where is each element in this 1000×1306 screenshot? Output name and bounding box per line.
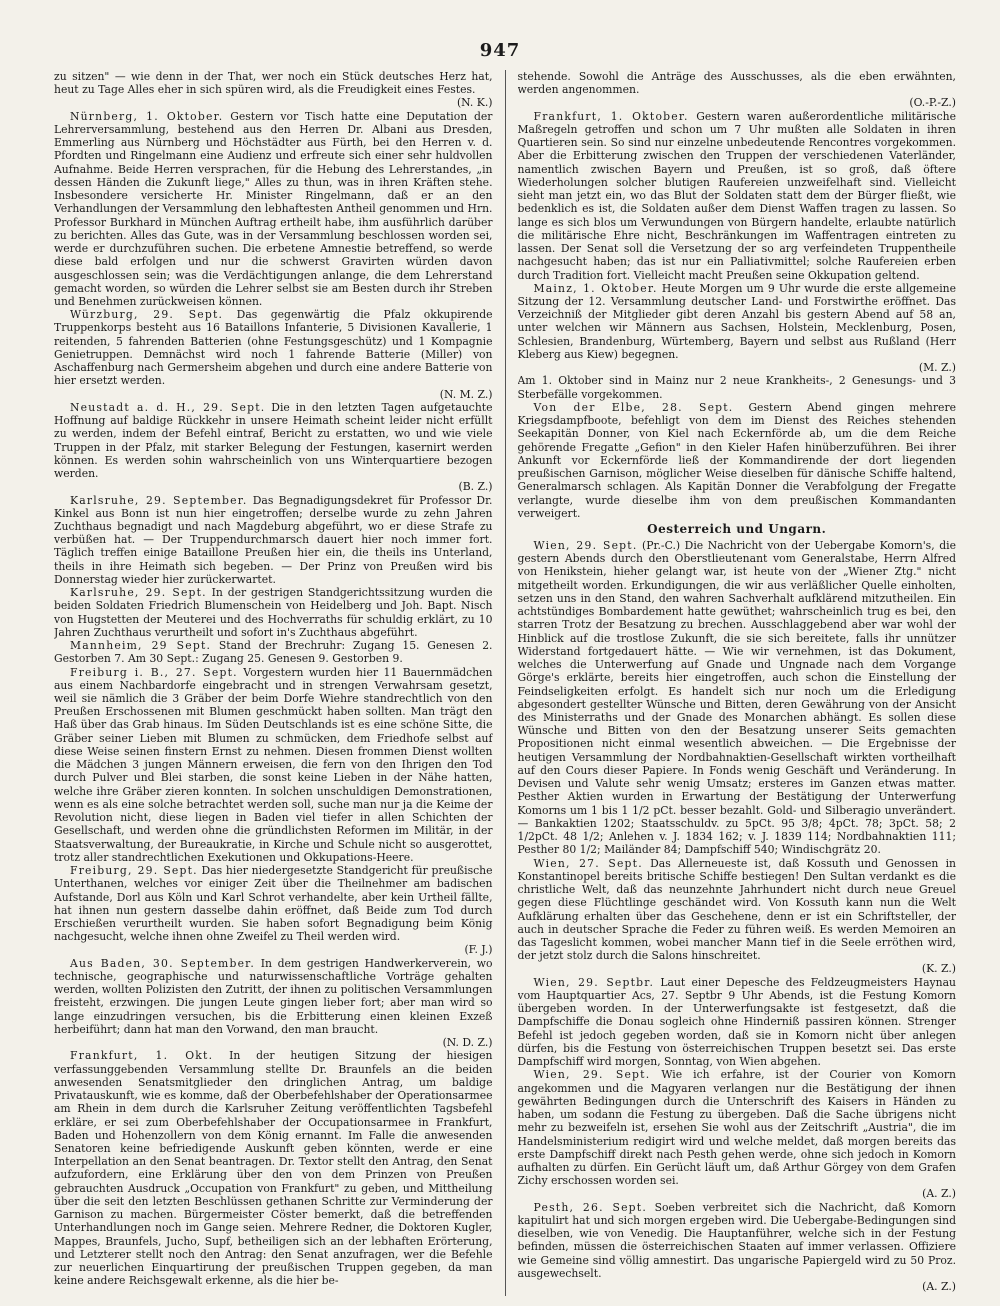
article-dateline: Freiburg, 29. Sept. <box>70 864 198 878</box>
article-text: Gestern Abend gingen mehrere Kriegsdampfboote, befehligt von dem im Dienst des Reiches stehenden Seekapitän Donner, von Kiel nach Eckernförde ab, um die dem Reiche gehörende Fregatte „Gefion" in den Kieler Hafen hinüberzuführen. Bei ihrer Ankunft vor Eckernförde ließ der Kommandirende der dort liegenden preußischen Garnison, möglicher Weise dieselben für dänische Schiffe haltend, Generalmarsch schlagen. Als Kapitän Donner die Verabfolgung der Fregatte verlangte, wurde dieselbe ihm von dem preußischen Kommandanten verweigert. <box>517 400 956 520</box>
article-dateline: Pesth, 26. Sept. <box>533 1200 647 1214</box>
article <box>54 1049 493 1287</box>
article-text: Soeben verbreitet sich die Nachricht, daß Komorn kapitulirt hat und sich morgen ergeben wird. Die Uebergabe-Bedingungen sind dieselben, wie von Venedig. Die Hauptanführer, welche sich in der Festung befinden, müssen die österreichischen Staaten auf immer verlassen. Offiziere wie Gemeine sind völlig amnestirt. Das ungarische Papiergeld wird zu 50 Proz. ausgewechselt. <box>517 1200 956 1280</box>
article-text: (Pr.-C.) Die Nachricht von der Uebergabe Komorn's, die gestern Abends durch den Oberstlieutenant vom Generalstabe, Herrn Alfred von Henikstein, hieher gelangt war, ist heute von der „Wiener Ztg." nicht mitgetheilt worden. Erkundigungen, die wir aus verläßlicher Quelle einholten, setzen uns in den Stand, den wahren Sachverhalt aufklärend mitzutheilen. Ein achtstündiges Bombardement hatte gewüthet; wahrscheinlich trug es bei, den starren Trotz der Besatzung zu brechen. Ausschlaggebend aber war wohl der Hinblick auf die trostlose Zukunft, die sie sich bereitete, falls ihr unnützer Widerstand fortgedauert hätte. — Wie wir vernehmen, ist das Dokument, welches die Unterwerfung auf Gnade und Ungnade nach dem Vorgange Görge's erklärte, bereits hier eingetroffen, auch schon die Einstellung der Feindseligkeiten erfolgt. Es handelt sich nur noch um die Erledigung abgesondert gestellter Wünsche und Bitten, deren Gewährung von der Ansicht des Ministerraths und der Gnade des Monarchen abhängt. Es sollen diese Wünsche und Bitten von den der Besatzung unserer Seits gemachten Propositionen nicht einmal wesentlich abweichen. — Die Ergebnisse der heutigen Versammlung der Nordbahnaktien-Gesellschaft wirkten vortheilhaft auf den Cours dieser Papiere. In Fonds wenig Geschäft und Veränderung. In Devisen und Valute sehr wenig Umsatz; ersteres im Ganzen etwas matter. Pesther Aktien wurden in Erwartung der Bestätigung der Unterwerfung Komorns um 1 bis 1 1/2 pCt. besser bezahlt. Gold- und Silberagio unverändert. — Bankaktien 1202; Staatsschuldv. zu 5pCt. 95 3/8; 4pCt. 78; 3pCt. 58; 2 1/2pCt. 48 1/2; Anlehen v. J. 1834 162; v. J. 1839 114; Nordbahnaktien 111; Pesther 80 1/2; Mailänder 84; Dampfschiff 540; Windischgrätz 20. <box>517 538 956 857</box>
section-heading: Oesterreich und Ungarn. <box>647 521 827 536</box>
article-source: (O.-P.-Z.) <box>909 96 956 110</box>
article-source: (M. Z.) <box>918 361 956 375</box>
article-dateline: Aus Baden, 30. September. <box>70 956 255 970</box>
article-dateline: Nürnberg, 1. Oktober. <box>70 109 224 123</box>
article-source: (N. K.) <box>456 96 493 110</box>
article-text: stehende. Sowohl die Anträge des Ausschusses, als die eben erwähnten, werden angenommen. <box>517 70 956 97</box>
article <box>518 401 957 520</box>
article-dateline: Frankfurt, 1. Okt. <box>70 1049 214 1063</box>
article <box>518 976 957 1069</box>
article-dateline: Karlsruhe, 29. Sept. <box>70 586 207 600</box>
article <box>54 957 493 1050</box>
article <box>518 110 957 282</box>
article-dateline: Wien, 29. Septbr. <box>533 975 655 989</box>
article-text: Wie ich erfahre, ist der Courier von Komorn angekommen und die Magyaren verlangen nur die Bestätigung der ihnen gewährten Bedingungen durch die Unterschrift des Kaisers in Händen zu haben, um sodann die Festung zu übergeben. Daß die Sache übrigens nicht mehr zu bezweifeln ist, ersehen Sie wohl aus der Zeitschrift „Austria", die im Handelsministerium redigirt wird und welche meldet, daß morgen bereits das erste Dampfschiff direkt nach Pesth gehen werde, ohne sich jedoch in Komorn aufhalten zu dürfen. Ein Gerücht läuft um, daß Arthur Görgey von dem Grafen Zichy erschossen worden sei. <box>517 1068 956 1188</box>
article-dateline: Wien, 29. Sept. <box>533 1068 651 1082</box>
article-text: Gestern vor Tisch hatte eine Deputation der Lehrerversammlung, bestehend aus den Herren Dr. Albani aus Dresden, Emmerling aus Nürnberg und Höchstädter aus Fürth, bei den Herren v. d. Pfordten und Ringelmann eine Audienz und erfreute sich einer sehr huldvollen Aufnahme. Beide Herren versprachen, für die Hebung des Lehrerstandes, „in dessen Händen die Zukunft liege," Alles zu thun, was in ihren Kräften stehe. Insbesondere versicherte Hr. Minister Ringelmann, daß er an den Verhandlungen der Versammlung den lebhaftesten Antheil genommen und Hrn. Professor Burkhard in München Auftrag ertheilt habe, ihm ausführlich darüber zu berichten. Alles das Gute, was in der Versammlung beschlossen worden sei, werde er durchzuführen suchen. Die erbetene Amnestie betreffend, so werde diese bald erfolgen und nur die schwerst Gravirten würden davon ausgeschlossen sein; was die Verdächtigungen anlange, die dem Lehrerstand gemacht worden, so würden die Lehrer selbst sie am Besten durch ihr Streben und Benehmen zurückweisen können. <box>54 109 493 308</box>
article-text: Das gegenwärtig die Pfalz okkupirende Truppenkorps besteht aus 16 Bataillons Infanterie, 5 Divisionen Kavallerie, 1 reitenden, 5 fahrenden Batterien (ohne Festungsgeschütz) und 1 Kompagnie Genietruppen. Demnächst wird noch 1 fahrende Batterie (Miller) von Aschaffenburg nach Germersheim abgehen und durch eine andere Batterie von hier ersetzt werden. <box>54 308 493 388</box>
article-source: (A. Z.) <box>922 1280 956 1294</box>
article <box>54 110 493 309</box>
article <box>518 374 957 400</box>
article-text: zu sitzen" — wie denn in der That, wer noch ein Stück deutsches Herz hat, heut zu Tage Alles eher in sich spüren wird, als die Freudigkeit eines Festes. <box>54 70 493 97</box>
article <box>54 864 493 957</box>
article-source: (K. Z.) <box>921 962 956 976</box>
article-text: Gestern waren außerordentliche militärische Maßregeln getroffen und schon um 7 Uhr mußten alle Soldaten in ihren Quartieren sein. So sind nur einzelne unbedeutende Rencontres vorgekommen. Aber die Erbitterung zwischen den Truppen der verschiedenen Vaterländer, namentlich zwischen Bayern und Preußen, ist so groß, daß öftere Wiederholungen solcher blutigen Raufereien unzweifelhaft sind. Vielleicht sieht man jetzt ein, wo das Blut der Soldaten statt dem der Bürger fließt, wie bedenklich es ist, die Soldaten außer dem Dienst Waffen tragen zu lassen. So lange es sich blos um Verwundungen von Bürgern handelte, erlaubte natürlich die militärische Ehre nicht, Beschränkungen im Waffentragen eintreten zu lassen. Der Senat soll die Versetzung der so arg verfeindeten Truppentheile nachgesucht haben; das ist nur ein Palliativmittel; solche Raufereien erben durch Tradition fort. Vielleicht macht Preußen seine Okkupation geltend. <box>517 109 956 282</box>
article-source: (N. D. Z.) <box>442 1036 493 1050</box>
article-dateline: Freiburg i. B., 27. Sept. <box>70 665 238 679</box>
article-text: In dem gestrigen Handwerkerverein, wo technische, geographische und naturwissenschaftliche Vorträge gehalten werden, wollten Polizisten den Zutritt, der ihnen zu politischen Versammlungen freisteht, erzwingen. Die jungen Leute gingen lieber fort; aber man wird so lange einzudringen versuchen, bis die Erbitterung einen kleinen Exzeß herbeiführt; dann hat man den Vorwand, den man braucht. <box>54 956 493 1036</box>
article-dateline: Mainz, 1. Oktober. <box>533 281 658 295</box>
page-number: 947 <box>479 40 521 61</box>
article-text: In der heutigen Sitzung der hiesigen verfassunggebenden Versammlung stellte Dr. Braunfels an die beiden anwesenden Senatsmitglieder den dringlichen Antrag, um baldige Privatauskunft, wie es komme, daß der Oberbefehlshaber der Operationsarmee am Rhein in dem durch die Karlsruher Zeitung veröffentlichten Tagsbefehl erkläre, er sei zum Oberbefehlshaber der Occupationsarmee in Frankfurt, Baden und Hohenzollern von dem König ernannt. Im Falle die anwesenden Senatoren keine befriedigende Auskunft geben könnten, werde er eine Interpellation an den Senat beantragen. Dr. Textor stellt den Antrag, den Senat aufzufordern, eine Erklärung über den von dem Prinzen von Preußen gebrauchten Ausdruck „Occupation von Frankfurt" zu geben, und Mittheilung über die seit den letzten Beschlüssen gethanen Schritte zur Verminderung der Garnison zu machen. Bürgermeister Cöster bemerkt, daß die betreffenden Unterhandlungen noch im Gange seien. Mehrere Redner, die Doktoren Kugler, Mappes, Braunfels, Jucho, Supf, betheiligen sich an der lebhaften Erörterung, und Letzterer stellt noch den Antrag: den Senat anzufragen, wer die Befehle zur neuerlichen Einquartirung der preußischen Truppen gegeben, da man keine andere Reichsgewalt erkenne, als die hier be- <box>54 1049 493 1288</box>
article-dateline: Würzburg, 29. Sept. <box>70 308 224 322</box>
article <box>518 1068 957 1200</box>
article <box>54 666 493 865</box>
article-dateline: Karlsruhe, 29. September. <box>70 493 248 507</box>
article <box>54 70 493 110</box>
article-text: Das Begnadigungsdekret für Professor Dr. Kinkel aus Bonn ist nun hier eingetroffen; derselbe wurde zu zehn Jahren Zuchthaus begnadigt und nach Magdeburg abgeführt, wo er diese Strafe zu verbüßen hat. — Der Truppendurchmarsch dauert hier noch immer fort. Täglich treffen einige Bataillone Preußen hier ein, die theils ins Unterland, theils in ihre Heimath sich begeben. — Der Prinz von Preußen wird bis Donnerstag wieder hier zurückerwartet. <box>54 493 493 586</box>
article-text: Heute Morgen um 9 Uhr wurde die erste allgemeine Sitzung der 12. Versammlung deutscher Land- und Forstwirthe eröffnet. Das Verzeichniß der Mitglieder gibt deren Anzahl bis gestern Abend auf 58 an, unter welchen wir Männern aus Sachsen, Holstein, Mecklenburg, Posen, Schlesien, Brandenburg, Würtemberg, Bayern und selbst aus Rußland (Herr Kleberg aus Kiew) begegnen. <box>517 281 956 361</box>
article-text: Am 1. Oktober sind in Mainz nur 2 neue Krankheits-, 2 Genesungs- und 3 Sterbefälle vorgekommen. <box>517 374 956 401</box>
article <box>518 70 957 110</box>
article-source: (A. Z.) <box>922 1187 956 1201</box>
article <box>518 1201 957 1294</box>
article <box>518 282 957 375</box>
article-dateline: Neustadt a. d. H., 29. Sept. <box>70 400 266 414</box>
article-text: Stand der Brechruhr: Zugang 15. Genesen 2. Gestorben 7. Am 30 Sept.: Zugang 25. Genesen 9. Gestorben 9. <box>54 639 493 666</box>
article-dateline: Von der Elbe, 28. Sept. <box>533 400 734 414</box>
article-source: (B. Z.) <box>458 480 493 494</box>
right-column <box>518 70 957 1296</box>
article <box>54 308 493 401</box>
article-text: Das hier niedergesetzte Standgericht für preußische Unterthanen, welches vor einiger Zeit über die Theilnehmer am badischen Aufstande, Dorl aus Köln und Karl Schrot verhandelte, aber kein Urtheil fällte, hat ihnen nun gestern dasselbe dahin eröffnet, daß Beide zum Tod durch Erschießen verurtheilt wurden. Sie haben sofort Begnadigung beim König nachgesucht, welche ihnen ohne Zweifel zu Theil werden wird. <box>54 864 493 944</box>
article-source: (N. M. Z.) <box>439 387 493 401</box>
article-dateline: Mannheim, 29 Sept. <box>70 639 212 653</box>
article <box>54 401 493 494</box>
article-text: Laut einer Depesche des Feldzeugmeisters Haynau vom Hauptquartier Acs, 27. Septbr 9 Uhr Abends, ist die Festung Komorn übergeben worden. In der Unterwerfungsakte ist festgesetzt, daß die Dampfschiffe die Donau sogleich ohne Hinderniß passiren können. Strenger Befehl ist jedoch gegeben worden, daß sie in Komorn nicht über anlegen dürfen, bis die Festung von österreichischen Truppen besetzt sei. Das erste Dampfschiff wird morgen, Sonntag, von Wien abgehen. <box>517 975 956 1069</box>
article-text: In der gestrigen Standgerichtssitzung wurden die beiden Soldaten Friedrich Blumenschein von Heidelberg und Joh. Bapt. Nisch von Hugstetten der Meuterei und des Hochverraths für schuldig erklärt, zu 10 Jahren Zuchthaus verurtheilt und sofort in's Zuchthaus abgeführt. <box>54 586 493 639</box>
article <box>518 857 957 976</box>
column-divider <box>505 70 506 1296</box>
article-source: (F. J.) <box>464 943 493 957</box>
article-text: Das Allerneueste ist, daß Kossuth und Genossen in Konstantinopel bereits britische Schiffe bestiegen! Den Sultan verdankt es die christliche Welt, daß das neunzehnte Jahrhundert nicht durch neue Greuel gegen diese Flüchtlinge geschändet wird. Von Kossuth kann nun die Welt Aufklärung erhalten über das Geschehene, denn er ist ein Schriftsteller, der auch in deutscher Sprache die Feder zu führen weiß. Es werden Memoiren an das Tageslicht kommen, wobei mancher Mann tief in die Seele erröthen wird, der jetzt stolz durch die Salons hinschreitet. <box>517 856 956 963</box>
left-column <box>54 70 493 1296</box>
article-text: Die in den letzten Tagen aufgetauchte Hoffnung auf baldige Rückkehr in unsere Heimath scheint leider nicht erfüllt zu werden, indem der Befehl eintraf, Bericht zu erstatten, wo und wie viele Truppen in der Pfalz, mit starker Belegung der Festungen, kasernirt werden können. Es werden sohin wahrscheinlich von uns Winterquartiere bezogen werden. <box>54 400 493 481</box>
columns <box>54 70 956 1296</box>
article-dateline: Frankfurt, 1. Oktober. <box>533 109 689 123</box>
article-dateline: Wien, 27. Sept. <box>533 856 643 870</box>
article <box>54 586 493 639</box>
article <box>518 539 957 857</box>
article-text: Vorgestern wurden hier 11 Bauernmädchen aus einem Nachbardorfe eingebracht und in strengen Verwahrsam gesetzt, weil sie nämlich die 3 Gräber der beim Dorfe Wiehre standrechtlich von den Preußen Erschossenen mit Blumen geschmückt haben sollten. Man trägt den Haß über das Grab hinaus. Im Süden Deutschlands ist es eine schöne Sitte, die Gräber seiner Lieben mit Blumen zu schmücken, dem Friedhofe selbst auf diese Weise seinen finstern Ernst zu nehmen. Diesen frommen Dienst wollten die Mädchen 3 jungen Männern erweisen, die fern von den Ihrigen den Tod durch Pulver und Blei starben, die sonst keine Lieben in der Nähe hatten, welche ihre Gräber zieren konnten. In solchen unschuldigen Demonstrationen, wenn es als eine solche betrachtet werden soll, suche man nur ja die Keime der Revolution nicht, diese liegen in Baden viel tiefer in allen Schichten der Gesellschaft, und werden ohne die gründlichsten Reformen im Militär, in der Staatsverwaltung, der Bureaukratie, in Kirche und Schule nicht so ausgerottet, trotz aller standrechtlichen Exekutionen und Okkupations-Heere. <box>54 665 493 864</box>
article-dateline: Wien, 29. Sept. <box>533 538 638 552</box>
article <box>54 639 493 665</box>
article <box>54 494 493 587</box>
